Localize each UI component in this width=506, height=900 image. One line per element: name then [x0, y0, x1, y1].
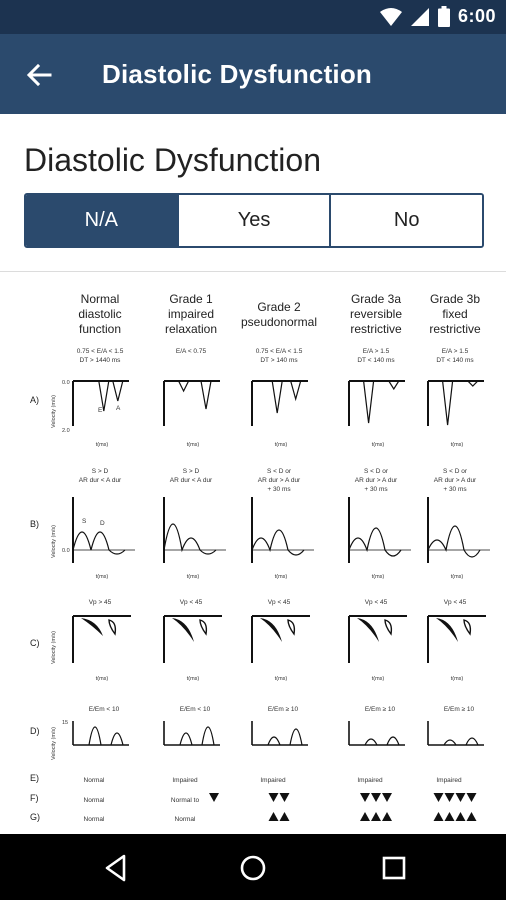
row-a-wave-a: A	[116, 405, 121, 412]
row-a-x-label: t(ms)	[371, 442, 385, 448]
column-header-line: restrictive	[350, 322, 402, 336]
row-c-y-axis: Velocity (m/s)	[51, 630, 57, 664]
row-c-flow-a	[288, 620, 294, 634]
row-a-x-label: t(ms)	[274, 442, 288, 448]
battery-icon	[438, 6, 450, 27]
row-b-criteria: AR dur < A dur	[169, 477, 213, 484]
row-d-y-axis: Velocity (m/s)	[51, 726, 57, 760]
row-c-flow-e	[357, 618, 379, 642]
row-b-wave	[349, 528, 401, 556]
row-d-y-top: 15	[62, 720, 69, 726]
up-triangle-icon	[434, 812, 444, 821]
up-triangle-icon	[269, 812, 279, 821]
row-a-x-label: t(ms)	[95, 442, 109, 448]
row-b-criteria: S > D	[182, 468, 200, 475]
row-e-value: Impaired	[436, 777, 462, 784]
column-header-line: fixed	[442, 307, 468, 321]
column-header-line: function	[78, 322, 122, 336]
column-header-line: Normal	[80, 292, 120, 306]
row-label-a: A)	[30, 395, 39, 405]
row-d-wave-e	[365, 739, 377, 745]
row-b-criteria: AR dur < A dur	[78, 477, 122, 484]
down-triangle-icon	[371, 793, 381, 802]
column-header-line: Grade 1	[169, 292, 213, 306]
row-c-x-label: t(ms)	[274, 676, 288, 682]
row-b-criteria: AR dur > A dur	[354, 477, 398, 484]
down-triangle-icon	[456, 793, 466, 802]
row-d-wave-a	[202, 727, 214, 745]
row-b-wave	[252, 530, 304, 555]
row-b-wave-d: D	[100, 520, 105, 527]
status-icons	[380, 6, 496, 27]
diastolic-grades-figure	[0, 272, 506, 834]
question-title: Diastolic Dysfunction	[24, 142, 321, 178]
row-g-value: Normal	[174, 816, 196, 823]
column-header-line: Grade 3a	[350, 292, 402, 306]
row-c-x-label: t(ms)	[371, 676, 385, 682]
column-header-line: relaxation	[164, 322, 218, 336]
row-label-d: D)	[30, 726, 40, 736]
column-header-line: Grade 2	[257, 300, 301, 314]
column-criteria: 0.75 < E/A < 1.5	[76, 348, 124, 355]
row-c-criteria: Vp < 45	[443, 599, 467, 606]
row-b-wave	[164, 524, 216, 554]
row-d-criteria: E/Em < 10	[179, 706, 211, 713]
down-triangle-icon	[209, 793, 219, 802]
row-c-flow-e	[81, 618, 103, 636]
row-d-criteria: E/Em ≥ 10	[443, 706, 475, 713]
row-a-x-label: t(ms)	[186, 442, 200, 448]
column-criteria: DT < 140 ms	[357, 357, 395, 364]
row-a-wave	[291, 381, 301, 399]
row-a-y-bottom: 2.0	[62, 428, 70, 434]
row-d-criteria: E/Em ≥ 10	[364, 706, 396, 713]
column-headers	[77, 292, 481, 364]
row-d-criteria: E/Em ≥ 10	[267, 706, 299, 713]
grades-diagram	[0, 272, 506, 834]
row-a-wave	[443, 381, 453, 425]
row-b-wave	[73, 532, 125, 554]
down-triangle-icon	[269, 793, 279, 802]
row-a-x-label: t(ms)	[450, 442, 464, 448]
row-b-y-axis: Velocity (m/s)	[51, 524, 57, 558]
option-na-button[interactable]: N/A	[26, 195, 177, 246]
row-a-y-top: 0.0	[62, 380, 70, 386]
row-c-flow-e	[172, 618, 194, 642]
row-label-g: G)	[30, 812, 40, 822]
column-header-line: Grade 3b	[429, 292, 481, 306]
row-label-b: B)	[30, 519, 39, 529]
row-a-wave	[113, 381, 123, 401]
column-header-line: restrictive	[429, 322, 481, 336]
row-b-criteria: + 30 ms	[364, 486, 388, 493]
down-triangle-icon	[445, 793, 455, 802]
row-e-value: Impaired	[172, 777, 198, 784]
row-a-wave-e: E	[98, 407, 103, 414]
up-triangle-icon	[382, 812, 392, 821]
row-b-x-label: t(ms)	[371, 574, 385, 580]
column-criteria: E/A > 1.5	[441, 348, 469, 355]
row-e-value: Impaired	[260, 777, 286, 784]
row-c-flow-a	[200, 620, 206, 634]
system-nav-bar	[0, 834, 506, 900]
column-header-line: impaired	[167, 307, 215, 321]
column-header-line: diastolic	[78, 307, 122, 321]
option-no-button[interactable]: No	[329, 195, 482, 246]
up-triangle-icon	[360, 812, 370, 821]
cellular-signal-icon	[410, 7, 430, 27]
home-circle-icon[interactable]	[236, 851, 270, 885]
column-header-line: reversible	[349, 307, 403, 321]
row-c-criteria: Vp < 45	[364, 599, 388, 606]
row-c-flow-a	[385, 620, 391, 634]
row-g-value: Normal	[83, 816, 105, 823]
app-bar-title: Diastolic Dysfunction	[102, 59, 373, 89]
row-b-x-label: t(ms)	[186, 574, 200, 580]
row-e-value: Impaired	[357, 777, 383, 784]
row-a-wave	[364, 381, 374, 423]
row-d-wave-e	[89, 727, 101, 745]
down-triangle-icon	[434, 793, 444, 802]
row-a-wave	[201, 381, 211, 409]
row-c-flow-a	[464, 620, 470, 634]
row-d-wave-a	[111, 733, 123, 745]
row-c-criteria: Vp > 45	[88, 599, 112, 606]
row-b-y-zero: 0.0	[62, 548, 70, 554]
grade-plots	[73, 381, 490, 823]
back-triangle-icon[interactable]	[99, 851, 133, 885]
column-criteria: DT > 1440 ms	[79, 357, 121, 364]
row-f-value: Normal	[83, 797, 105, 804]
app-bar	[0, 34, 506, 114]
row-b-criteria: S < D or	[442, 468, 468, 475]
row-c-flow-e	[436, 618, 458, 642]
recents-square-icon[interactable]	[377, 851, 411, 885]
status-bar	[0, 0, 506, 34]
row-b-x-label: t(ms)	[450, 574, 464, 580]
row-c-x-label: t(ms)	[95, 676, 109, 682]
row-b-x-label: t(ms)	[274, 574, 288, 580]
column-criteria: E/A > 1.5	[362, 348, 390, 355]
row-d-wave-e	[268, 737, 280, 745]
column-header-line: pseudonormal	[240, 315, 318, 329]
row-b-criteria: AR dur > A dur	[433, 477, 477, 484]
down-triangle-icon	[280, 793, 290, 802]
row-b-criteria: S < D or	[266, 468, 292, 475]
row-a-wave	[179, 381, 189, 391]
column-criteria: 0.75 < E/A < 1.5	[255, 348, 303, 355]
row-c-flow-a	[109, 620, 115, 634]
row-a-wave	[389, 381, 399, 389]
row-label-f: F)	[30, 793, 39, 803]
column-criteria: DT > 140 ms	[260, 357, 298, 364]
row-b-wave	[428, 526, 480, 557]
row-b-criteria: S > D	[91, 468, 109, 475]
row-c-flow-e	[260, 618, 282, 642]
row-label-c: C)	[30, 638, 40, 648]
row-c-x-label: t(ms)	[186, 676, 200, 682]
row-b-x-label: t(ms)	[95, 574, 109, 580]
row-e-value: Normal	[83, 777, 105, 784]
row-b-criteria: + 30 ms	[267, 486, 291, 493]
row-b-criteria: AR dur > A dur	[257, 477, 301, 484]
down-triangle-icon	[382, 793, 392, 802]
up-triangle-icon	[467, 812, 477, 821]
row-d-criteria: E/Em < 10	[88, 706, 120, 713]
down-triangle-icon	[467, 793, 477, 802]
row-d-wave-e	[180, 733, 192, 745]
status-time: 6:00	[457, 6, 496, 26]
up-triangle-icon	[371, 812, 381, 821]
answer-segmented-control	[24, 193, 484, 248]
option-yes-button[interactable]: Yes	[177, 195, 330, 246]
arrow-back-icon[interactable]	[22, 58, 56, 92]
row-b-criteria: + 30 ms	[443, 486, 467, 493]
row-c-criteria: Vp < 45	[179, 599, 203, 606]
row-label-e: E)	[30, 773, 39, 783]
down-triangle-icon	[360, 793, 370, 802]
column-criteria: DT < 140 ms	[436, 357, 474, 364]
row-a-wave	[272, 381, 282, 413]
row-f-value: Normal to	[170, 797, 200, 804]
row-b-wave-s: S	[82, 518, 87, 525]
row-c-x-label: t(ms)	[450, 676, 464, 682]
row-d-wave-a	[466, 738, 478, 745]
row-c-criteria: Vp < 45	[267, 599, 291, 606]
row-b-criteria: S < D or	[363, 468, 389, 475]
row-d-wave-a	[387, 737, 399, 745]
up-triangle-icon	[280, 812, 290, 821]
row-a-y-axis: Velocity (m/s)	[51, 394, 57, 428]
column-criteria: E/A < 0.75	[175, 348, 207, 355]
wifi-icon	[380, 7, 402, 27]
up-triangle-icon	[456, 812, 466, 821]
up-triangle-icon	[445, 812, 455, 821]
row-d-wave-a	[290, 729, 302, 745]
